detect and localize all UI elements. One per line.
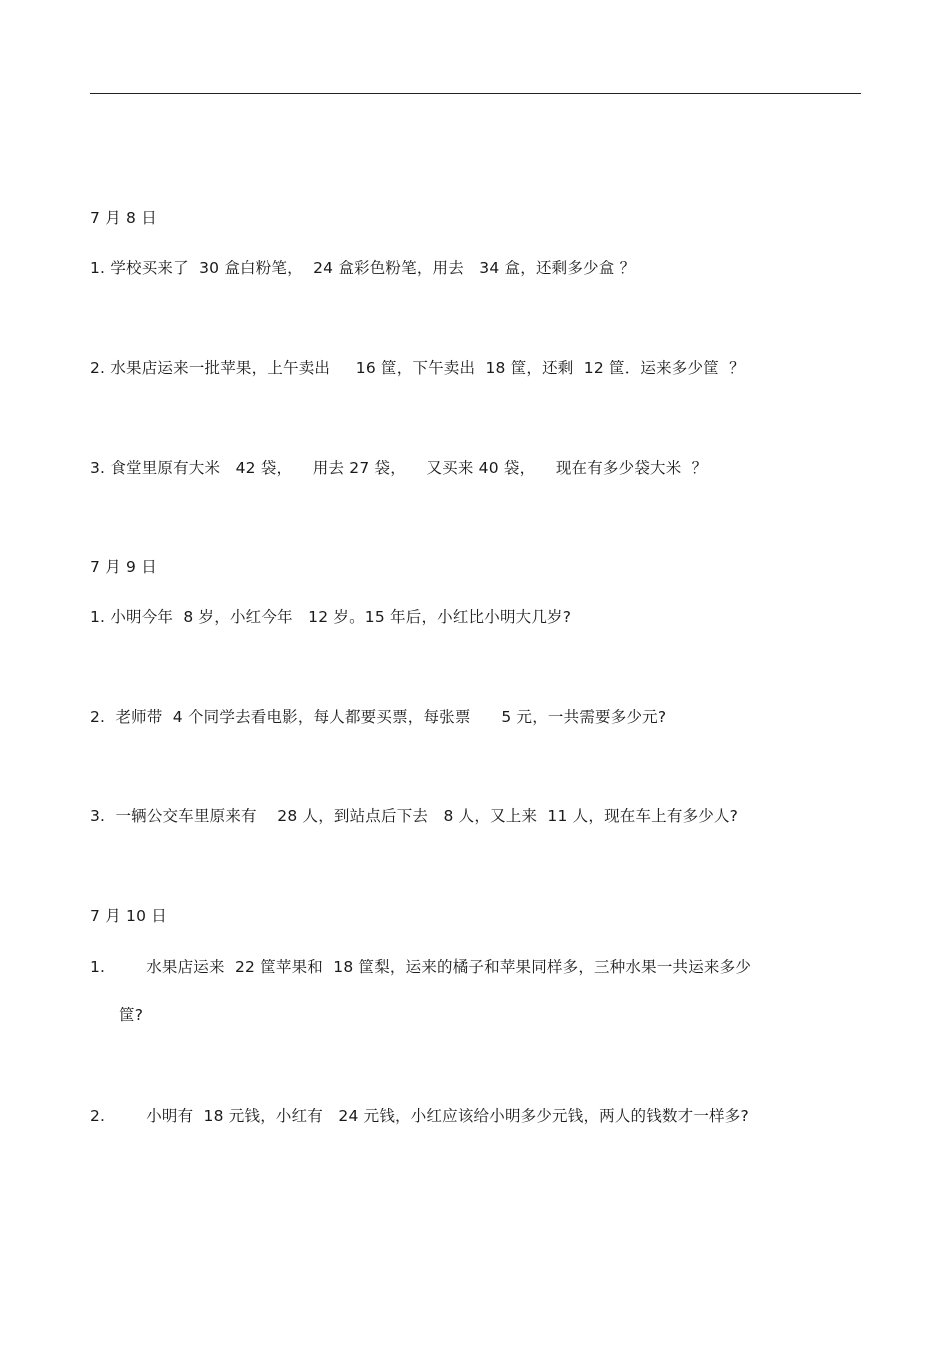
problem-2: 2. 水果店运来一批苹果，上午卖出 16 筐，下午卖出 18 筐，还剩 12 筐．运来多少筐 ？ <box>90 359 745 377</box>
problem-1: 1. 学校买来了 30 盒白粉笔， 24 盒彩色粉笔，用去 34 盒，还剩多少盒 ？ <box>90 259 636 277</box>
problem-2: 2. 老师带 4 个同学去看电影，每人都要买票，每张票 5 元，一共需要多少元? <box>90 708 667 726</box>
problem-1-continued: 筐? <box>119 1006 144 1024</box>
header-rule <box>90 93 861 94</box>
section-date-jul-10: 7 月 10 日 <box>90 907 167 925</box>
section-date-jul-8: 7 月 8 日 <box>90 209 157 227</box>
problem-1: 1. 小明今年 8 岁，小红今年 12 岁。15 年后，小红比小明大几岁? <box>90 608 572 626</box>
problem-1: 1. 水果店运来 22 筐苹果和 18 筐梨，运来的橘子和苹果同样多，三种水果一共运来多少 <box>90 958 752 976</box>
section-date-jul-9: 7 月 9 日 <box>90 558 157 576</box>
problem-2: 2. 小明有 18 元钱，小红有 24 元钱，小红应该给小明多少元钱，两人的钱数才一样多? <box>90 1107 749 1125</box>
problem-3: 3. 食堂里原有大米 42 袋， 用去 27 袋， 又买来 40 袋， 现在有多少袋大米 ？ <box>90 459 708 477</box>
problem-3: 3. 一辆公交车里原来有 28 人，到站点后下去 8 人，又上来 11 人，现在车上有多少人? <box>90 807 739 825</box>
